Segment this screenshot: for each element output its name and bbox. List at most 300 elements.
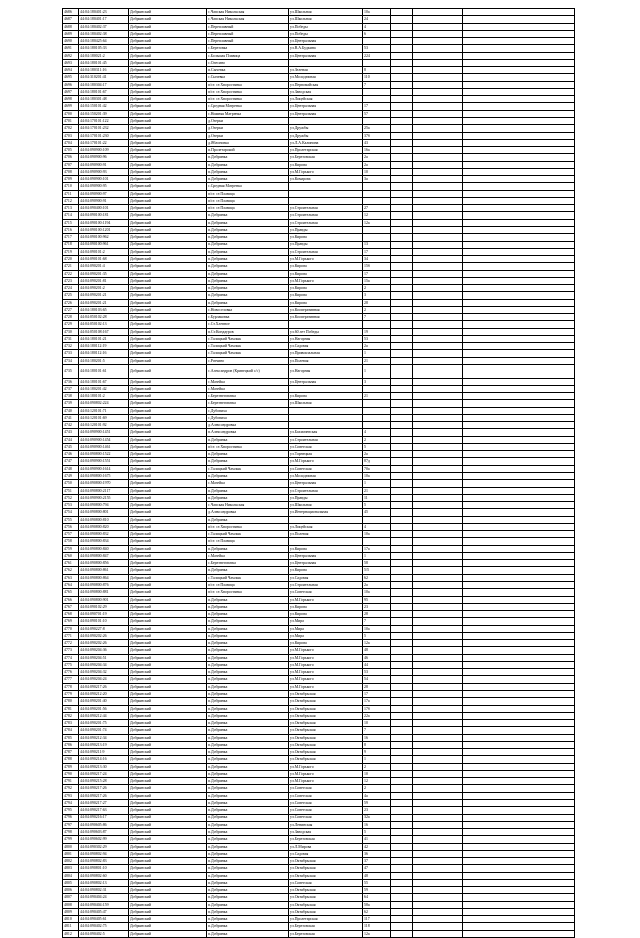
cadastral-number-cell: 44:04:180201:42 xyxy=(79,385,129,392)
row-number-cell: 4729 xyxy=(63,321,79,328)
street-cell: ул.Кирова xyxy=(289,640,363,647)
cadastral-number-cell: 44:04:090900:91 xyxy=(79,161,129,168)
settlement-cell: д.Яблоновка xyxy=(207,139,289,146)
table-row xyxy=(63,494,575,501)
district-cell: Добрынский xyxy=(129,632,207,639)
district-cell: Добрынский xyxy=(129,901,207,908)
cadastral-number-cell: 44:04:090201:81 xyxy=(79,277,129,284)
cadastral-number-cell: 44:04:090802:60 xyxy=(79,872,129,879)
house-number-cell: 47 xyxy=(363,865,391,872)
house-number-cell: 24 xyxy=(363,16,391,23)
empty-cell xyxy=(463,256,575,263)
empty-cell xyxy=(413,814,463,821)
street-cell: ул.Строительная xyxy=(289,487,363,494)
cadastral-number-cell: 44:04:090900:109 xyxy=(79,147,129,154)
cadastral-number-cell: 44:04:090101:68 xyxy=(79,256,129,263)
table-row xyxy=(63,720,575,727)
house-number-cell: 8 xyxy=(363,67,391,74)
district-cell: Добрынский xyxy=(129,299,207,306)
empty-cell xyxy=(463,487,575,494)
row-number-cell: 4746 xyxy=(63,451,79,458)
table-row xyxy=(63,887,575,894)
empty-cell xyxy=(391,263,413,270)
street-cell: ул.Школьная xyxy=(289,16,363,23)
empty-cell xyxy=(391,473,413,480)
street-cell: ул.Октябрьская xyxy=(289,741,363,748)
empty-cell xyxy=(413,589,463,596)
empty-cell xyxy=(463,821,575,828)
row-number-cell: 4747 xyxy=(63,458,79,465)
table-row xyxy=(63,625,575,632)
empty-cell xyxy=(413,625,463,632)
district-cell: Добрынский xyxy=(129,756,207,763)
settlement-cell: с.Ст.Хлевное xyxy=(207,321,289,328)
cadastral-number-cell: 44:04:090217:26 xyxy=(79,683,129,690)
cadastral-number-cell: 44:04:090100:181 xyxy=(79,212,129,219)
district-cell: Добрынский xyxy=(129,749,207,756)
street-cell: ул.Советская xyxy=(289,465,363,472)
district-cell: Добрынский xyxy=(129,821,207,828)
street-cell xyxy=(289,385,363,392)
settlement-cell: с.Талицкий Чамлык xyxy=(207,335,289,342)
table-row xyxy=(63,270,575,277)
empty-cell xyxy=(413,45,463,52)
row-number-cell: 4709 xyxy=(63,176,79,183)
empty-cell xyxy=(463,887,575,894)
district-cell: Добрынский xyxy=(129,436,207,443)
district-cell: Добрынский xyxy=(129,23,207,30)
table-row xyxy=(63,465,575,472)
house-number-cell: 10 xyxy=(363,770,391,777)
empty-cell xyxy=(413,458,463,465)
empty-cell xyxy=(391,67,413,74)
settlement-cell: п.Добринка xyxy=(207,799,289,806)
empty-cell xyxy=(391,712,413,719)
empty-cell xyxy=(463,147,575,154)
empty-cell xyxy=(391,241,413,248)
row-number-cell: 4791 xyxy=(63,778,79,785)
settlement-cell: с.Талицкий Чамлык xyxy=(207,465,289,472)
row-number-cell: 4780 xyxy=(63,698,79,705)
street-cell xyxy=(289,538,363,545)
empty-cell xyxy=(413,96,463,103)
settlement-cell: п.Добринка xyxy=(207,785,289,792)
cadastral-number-cell: 44:04:180112:16 xyxy=(79,350,129,357)
street-cell: ул.Нагорная xyxy=(289,335,363,342)
district-cell: Добрынский xyxy=(129,30,207,37)
empty-cell xyxy=(391,147,413,154)
street-cell: ул.Березовская xyxy=(289,836,363,843)
empty-cell xyxy=(391,807,413,814)
row-number-cell: 4717 xyxy=(63,234,79,241)
empty-cell xyxy=(413,509,463,516)
row-number-cell: 4789 xyxy=(63,763,79,770)
empty-cell xyxy=(413,676,463,683)
empty-cell xyxy=(391,328,413,335)
cadastral-number-cell: 44:04:090900:1614 xyxy=(79,465,129,472)
cadastral-number-cell: 44:04:090900:93 xyxy=(79,168,129,175)
district-cell: Добрынский xyxy=(129,603,207,610)
district-cell: Добрынский xyxy=(129,465,207,472)
district-cell: Добрынский xyxy=(129,473,207,480)
district-cell: Добрынский xyxy=(129,132,207,139)
house-number-cell: 7 xyxy=(363,81,391,88)
empty-cell xyxy=(413,59,463,66)
row-number-cell: 4727 xyxy=(63,306,79,313)
empty-cell xyxy=(391,117,413,124)
table-row xyxy=(63,429,575,436)
settlement-cell: п/ст. ст.Хворостянка xyxy=(207,523,289,530)
empty-cell xyxy=(463,132,575,139)
cadastral-number-cell: 44:04:090405:61 xyxy=(79,916,129,923)
empty-cell xyxy=(463,197,575,204)
empty-cell xyxy=(413,321,463,328)
empty-cell xyxy=(391,632,413,639)
cadastral-number-cell: 44:04:090213:19 xyxy=(79,741,129,748)
cadastral-number-cell: 44:04:090402:75 xyxy=(79,923,129,930)
cadastral-number-cell: 44:04:090201:4 xyxy=(79,263,129,270)
street-cell: ул.Первомайская xyxy=(289,81,363,88)
settlement-cell: п.Пролетарский xyxy=(207,147,289,154)
empty-cell xyxy=(463,219,575,226)
street-cell: ул.Советская xyxy=(289,799,363,806)
empty-cell xyxy=(413,785,463,792)
house-number-cell: 5/5 xyxy=(363,567,391,574)
settlement-cell: п.Добринка xyxy=(207,814,289,821)
empty-cell xyxy=(463,603,575,610)
street-cell: ул.Октябрьская xyxy=(289,734,363,741)
district-cell: Добрынский xyxy=(129,256,207,263)
street-cell: ул.Тарнецкая xyxy=(289,451,363,458)
empty-cell xyxy=(391,400,413,407)
empty-cell xyxy=(463,343,575,350)
empty-cell xyxy=(391,335,413,342)
cadastral-number-cell: 44:04:090802:224 xyxy=(79,400,129,407)
street-cell xyxy=(289,516,363,523)
house-number-cell: 2а xyxy=(363,154,391,161)
settlement-cell: п.Добринка xyxy=(207,516,289,523)
empty-cell xyxy=(391,81,413,88)
empty-cell xyxy=(463,176,575,183)
row-number-cell: 4712 xyxy=(63,197,79,204)
row-number-cell: 4745 xyxy=(63,443,79,450)
district-cell: Добрынский xyxy=(129,545,207,552)
table-row xyxy=(63,814,575,821)
row-number-cell: 4779 xyxy=(63,690,79,697)
empty-cell xyxy=(463,807,575,814)
district-cell: Добрынский xyxy=(129,502,207,509)
table-row xyxy=(63,516,575,523)
empty-cell xyxy=(413,176,463,183)
empty-cell xyxy=(391,676,413,683)
house-number-cell: 87д xyxy=(363,458,391,465)
district-cell: Добрынский xyxy=(129,807,207,814)
cadastral-number-cell: 44:04:120101:69 xyxy=(79,414,129,421)
street-cell xyxy=(289,117,363,124)
cadastral-number-cell: 44:04:050102:13 xyxy=(79,321,129,328)
table-row xyxy=(63,552,575,559)
house-number-cell xyxy=(363,88,391,95)
table-row xyxy=(63,285,575,292)
table-row xyxy=(63,865,575,872)
district-cell: Добрынский xyxy=(129,335,207,342)
empty-cell xyxy=(391,212,413,219)
empty-cell xyxy=(413,894,463,901)
house-number-cell: 42 xyxy=(363,843,391,850)
empty-cell xyxy=(413,560,463,567)
street-cell: ул.Строительная xyxy=(289,248,363,255)
street-cell: ул.Пролетарская xyxy=(289,147,363,154)
cadastral-number-cell: 44:04:090900:1451 xyxy=(79,429,129,436)
settlement-cell: п/ст. ст.Плавица xyxy=(207,538,289,545)
cadastral-number-cell: 44:04:090204:32 xyxy=(79,669,129,676)
settlement-cell: п.Добринка xyxy=(207,807,289,814)
empty-cell xyxy=(391,161,413,168)
empty-cell xyxy=(391,669,413,676)
house-number-cell: 11 xyxy=(363,494,391,501)
cadastral-number-cell: 44:04:310201:41 xyxy=(79,74,129,81)
settlement-cell: д.Озерки xyxy=(207,125,289,132)
house-number-cell: 3 xyxy=(363,378,391,385)
cadastral-number-cell: 44:04:090800:810 xyxy=(79,516,129,523)
street-cell: ул.Кирова xyxy=(289,270,363,277)
street-cell: ул.Кооперативная xyxy=(289,306,363,313)
table-row xyxy=(63,132,575,139)
empty-cell xyxy=(391,23,413,30)
empty-cell xyxy=(463,103,575,110)
empty-cell xyxy=(463,436,575,443)
empty-cell xyxy=(413,465,463,472)
empty-cell xyxy=(413,385,463,392)
house-number-cell xyxy=(363,414,391,421)
empty-cell xyxy=(463,596,575,603)
cadastral-number-cell: 44:04:090800:856 xyxy=(79,560,129,567)
empty-cell xyxy=(463,263,575,270)
table-row xyxy=(63,451,575,458)
empty-cell xyxy=(413,365,463,379)
empty-cell xyxy=(413,683,463,690)
settlement-cell: п.Добринка xyxy=(207,669,289,676)
row-number-cell: 4754 xyxy=(63,509,79,516)
empty-cell xyxy=(391,690,413,697)
district-cell: Добрынский xyxy=(129,52,207,59)
empty-cell xyxy=(413,749,463,756)
row-number-cell: 4760 xyxy=(63,552,79,559)
table-row xyxy=(63,139,575,146)
empty-cell xyxy=(463,916,575,923)
settlement-cell: п.Добринка xyxy=(207,603,289,610)
table-row xyxy=(63,690,575,697)
settlement-cell: с.Березовка xyxy=(207,45,289,52)
settlement-cell: п.Добринка xyxy=(207,176,289,183)
empty-cell xyxy=(391,821,413,828)
empty-cell xyxy=(391,843,413,850)
settlement-cell: п.Добринка xyxy=(207,256,289,263)
district-cell: Добрынский xyxy=(129,81,207,88)
settlement-cell: с.Мазейка xyxy=(207,385,289,392)
row-number-cell: 4743 xyxy=(63,429,79,436)
settlement-cell: с.Чапская Никольская xyxy=(207,9,289,16)
street-cell: ул.60 лет Победы xyxy=(289,328,363,335)
empty-cell xyxy=(413,480,463,487)
empty-cell xyxy=(391,567,413,574)
street-cell: ул.М.Горького xyxy=(289,683,363,690)
street-cell: ул.Октябрьская xyxy=(289,698,363,705)
empty-cell xyxy=(463,523,575,530)
district-cell: Добрынский xyxy=(129,778,207,785)
street-cell: ул.Строительная xyxy=(289,582,363,589)
district-cell: Добрынский xyxy=(129,343,207,350)
cadastral-number-cell: 44:04:090201:56 xyxy=(79,705,129,712)
empty-cell xyxy=(413,117,463,124)
empty-cell xyxy=(413,429,463,436)
house-number-cell xyxy=(363,96,391,103)
cadastral-number-cell: 44:04:090217:63 xyxy=(79,807,129,814)
empty-cell xyxy=(391,618,413,625)
row-number-cell: 4687 xyxy=(63,16,79,23)
empty-cell xyxy=(413,632,463,639)
table-row xyxy=(63,393,575,400)
table-row xyxy=(63,785,575,792)
empty-cell xyxy=(463,930,575,937)
district-cell: Добрынский xyxy=(129,154,207,161)
cadastral-number-cell: 44:04:090212:20 xyxy=(79,690,129,697)
cadastral-number-cell: 44:04:090100:961 xyxy=(79,241,129,248)
street-cell: ул.Заводская xyxy=(289,829,363,836)
street-cell: ул.Октябрьская xyxy=(289,749,363,756)
row-number-cell: 4768 xyxy=(63,611,79,618)
district-cell: Добрынский xyxy=(129,487,207,494)
street-cell: ул.Октябрьская xyxy=(289,756,363,763)
district-cell: Добрынский xyxy=(129,916,207,923)
house-number-cell: 43 xyxy=(363,139,391,146)
empty-cell xyxy=(413,770,463,777)
settlement-cell: п.Добринка xyxy=(207,458,289,465)
settlement-cell: п.Добринка xyxy=(207,770,289,777)
street-cell: ул.Дружбы xyxy=(289,125,363,132)
house-number-cell: 48 xyxy=(363,872,391,879)
table-row xyxy=(63,292,575,299)
empty-cell xyxy=(391,574,413,581)
cadastral-number-cell: 44:04:090801:10 xyxy=(79,865,129,872)
district-cell: Добрынский xyxy=(129,321,207,328)
table-row xyxy=(63,836,575,843)
settlement-cell: п.Добринка xyxy=(207,749,289,756)
house-number-cell xyxy=(363,190,391,197)
street-cell: ул.Садовая xyxy=(289,343,363,350)
cadastral-number-cell: 44:04:180101:21 xyxy=(79,335,129,342)
cadastral-number-cell: 44:04:180402:38 xyxy=(79,30,129,37)
empty-cell xyxy=(463,865,575,872)
row-number-cell: 4785 xyxy=(63,734,79,741)
settlement-cell: п/ст. ст.Хворостянка xyxy=(207,81,289,88)
empty-cell xyxy=(413,502,463,509)
district-cell: Добрынский xyxy=(129,538,207,545)
cadastral-number-cell: 44:04:090211:9 xyxy=(79,749,129,756)
empty-cell xyxy=(413,241,463,248)
district-cell: Добрынский xyxy=(129,618,207,625)
house-number-cell: 17 xyxy=(363,103,391,110)
street-cell: ул.Советская xyxy=(289,814,363,821)
settlement-cell: п.Добринка xyxy=(207,756,289,763)
cadastral-number-cell: 44:04:090217:26 xyxy=(79,785,129,792)
empty-cell xyxy=(391,894,413,901)
street-cell xyxy=(289,321,363,328)
empty-cell xyxy=(391,640,413,647)
street-cell: ул.Правды xyxy=(289,494,363,501)
row-number-cell: 4770 xyxy=(63,625,79,632)
empty-cell xyxy=(413,67,463,74)
district-cell: Добрынский xyxy=(129,480,207,487)
row-number-cell: 4736 xyxy=(63,378,79,385)
house-number-cell: 59 xyxy=(363,799,391,806)
settlement-cell: с.Сычевка xyxy=(207,74,289,81)
street-cell: ул.Октябрьская xyxy=(289,720,363,727)
empty-cell xyxy=(391,270,413,277)
empty-cell xyxy=(413,887,463,894)
street-cell: ул.Березовская xyxy=(289,154,363,161)
table-row xyxy=(63,850,575,857)
street-cell: ул.Садовая xyxy=(289,574,363,581)
empty-cell xyxy=(391,96,413,103)
empty-cell xyxy=(391,407,413,414)
street-cell: ул.Октябрьская xyxy=(289,690,363,697)
district-cell: Добрынский xyxy=(129,219,207,226)
house-number-cell: 62 xyxy=(363,908,391,915)
settlement-cell: п.Добринка xyxy=(207,829,289,836)
house-number-cell: 28 xyxy=(363,683,391,690)
empty-cell xyxy=(463,858,575,865)
settlement-cell: с.Средняя Матренка xyxy=(207,183,289,190)
district-cell: Добрынский xyxy=(129,429,207,436)
empty-cell xyxy=(413,125,463,132)
empty-cell xyxy=(463,378,575,385)
row-number-cell: 4705 xyxy=(63,147,79,154)
row-number-cell: 4787 xyxy=(63,749,79,756)
empty-cell xyxy=(391,829,413,836)
empty-cell xyxy=(463,502,575,509)
row-number-cell: 4802 xyxy=(63,858,79,865)
cadastral-number-cell: 44:04:180201:5 xyxy=(79,357,129,364)
row-number-cell: 4771 xyxy=(63,632,79,639)
table-row xyxy=(63,147,575,154)
settlement-cell: п.Добринка xyxy=(207,879,289,886)
table-row xyxy=(63,328,575,335)
district-cell: Добрынский xyxy=(129,770,207,777)
row-number-cell: 4804 xyxy=(63,872,79,879)
empty-cell xyxy=(391,538,413,545)
table-row xyxy=(63,154,575,161)
empty-cell xyxy=(391,385,413,392)
house-number-cell: 16 xyxy=(363,821,391,828)
cadastral-number-cell: 44:04:090800:1970 xyxy=(79,480,129,487)
empty-cell xyxy=(391,502,413,509)
empty-cell xyxy=(413,314,463,321)
empty-cell xyxy=(463,117,575,124)
settlement-cell: п.Добринка xyxy=(207,494,289,501)
table-row xyxy=(63,52,575,59)
street-cell: ул.Нагорная xyxy=(289,365,363,379)
empty-cell xyxy=(463,365,575,379)
table-row xyxy=(63,487,575,494)
empty-cell xyxy=(463,923,575,930)
street-cell: ул.Школьная xyxy=(289,400,363,407)
district-cell: Добрынский xyxy=(129,887,207,894)
house-number-cell: 17а xyxy=(363,698,391,705)
empty-cell xyxy=(413,110,463,117)
cadastral-number-cell: 44:04:090217:24 xyxy=(79,770,129,777)
empty-cell xyxy=(391,908,413,915)
